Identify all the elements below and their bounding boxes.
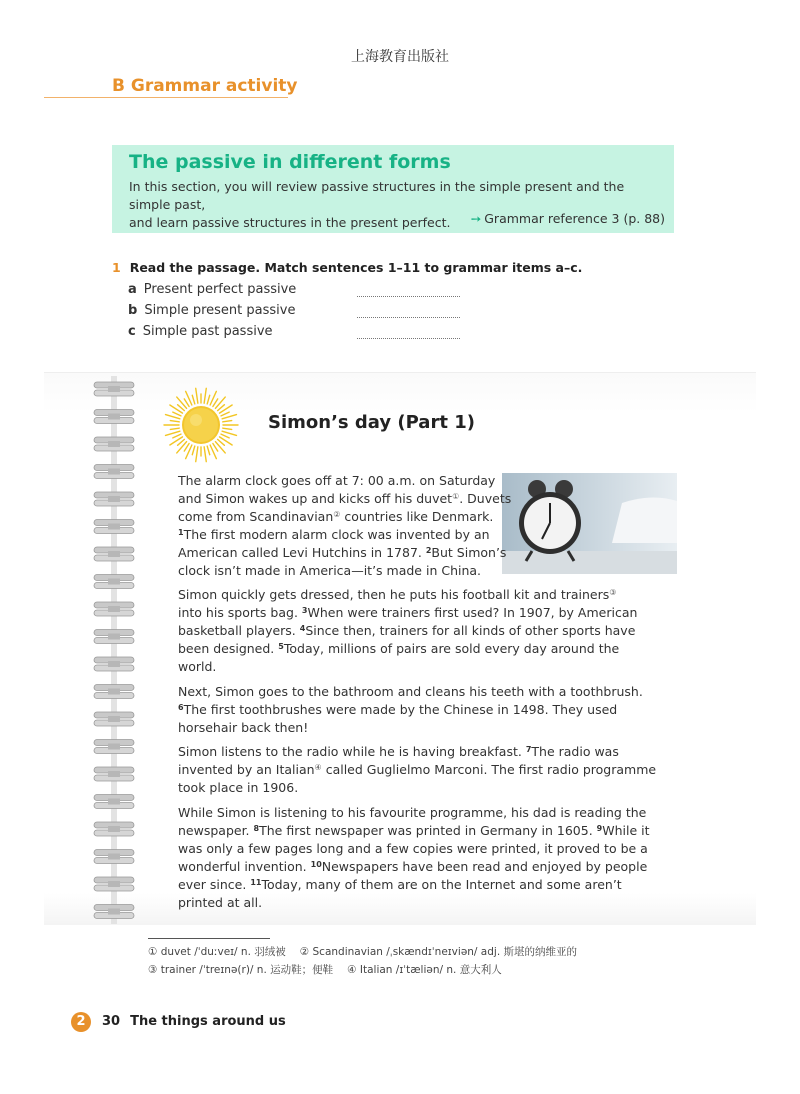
story-text: Newspapers have been read and enjoyed by people [321,859,648,874]
sentence-number: 9 [596,824,603,833]
grammar-box-line: In this section, you will review passive structures in the simple present and the simple past, [129,179,625,212]
story-text: been designed. [178,641,279,656]
answer-blank-c[interactable] [357,338,460,339]
sentence-number: 7 [525,745,532,754]
page-number: 30 [102,1014,121,1029]
grammar-reference-link[interactable] [471,211,665,226]
footnote-item: ① duvet /ˈduːveɪ/ n. 羽绒被 [148,946,286,958]
story-paragraph-3 [178,683,643,737]
spiral-binding-icon [90,376,138,924]
story-text: printed at all. [178,895,263,910]
story-text: While it [602,823,650,838]
task-text: Read the passage. Match sentences 1–11 to grammar items a–c. [129,260,583,275]
sentence-number: 5 [278,642,284,651]
story-paragraph-2 [178,586,637,676]
footnote-item: ② Scandinavian /ˌskændɪˈneɪviən/ adj. 斯堪的纳维亚的 [299,946,577,958]
story-paragraph-4 [178,743,656,797]
list-item [128,324,273,339]
story-text: into his sports bag. [178,605,302,620]
item-text: Simple past passive [142,324,273,339]
story-text: called Guglielmo Marconi. The first radio programme [321,762,657,777]
footnote-item: ③ trainer /ˈtreɪnə(r)/ n. 运动鞋；便鞋 [148,964,334,976]
story-text: The first modern alarm clock was invented by an [183,527,490,542]
item-letter: c [128,324,136,339]
sentence-number: 1 [178,528,184,537]
item-text: Simple present passive [144,303,296,318]
story-text: took place in 1906. [178,780,299,795]
footnote-mark: ① [452,492,460,501]
sentence-number: 6 [178,703,184,712]
story-text: basketball players. [178,623,300,638]
footnote-divider [148,938,270,939]
sentence-number: 4 [299,624,306,633]
list-item [128,303,295,318]
answer-blank-b[interactable] [357,317,460,318]
story-text: The first toothbrushes were made by the Chinese in 1498. They used [183,702,618,717]
footnote-mark: ③ [609,588,617,597]
story-text: Since then, trainers for all kinds of other sports have [305,623,636,638]
section-title: B Grammar activity [112,76,298,96]
story-text: and Simon wakes up and kicks off his duvet [178,491,453,506]
story-text: world. [178,659,217,674]
page-footer [102,1014,296,1029]
story-text: The alarm clock goes off at 7: 00 a.m. on Saturday [178,473,496,488]
item-letter: b [128,303,138,318]
story-text: countries like Denmark. [340,509,494,524]
story-text: American called Levi Hutchins in 1787. [178,545,426,560]
grammar-box [112,145,674,233]
footnote-mark: ④ [314,763,322,772]
grammar-box-title: The passive in different forms [129,151,451,173]
item-text: Present perfect passive [143,282,297,297]
story-text: But Simon’s [431,545,507,560]
sentence-number: 10 [310,860,322,869]
task-number: 1 [112,260,121,275]
section-divider [44,97,288,98]
answer-blank-a[interactable] [357,296,460,297]
sun-icon [162,386,240,464]
footnote-mark: ② [333,510,341,519]
story-text: clock isn’t made in America—it’s made in China. [178,563,482,578]
story-text: ever since. [178,877,251,892]
task-instruction [112,260,582,275]
story-text: When were trainers first used? In 1907, by American [307,605,638,620]
arrow-right-icon: ➙ [470,211,482,226]
sentence-number: 11 [250,878,262,887]
list-item [128,282,296,297]
story-text: wonderful invention. [178,859,311,874]
sentence-number: 8 [253,824,260,833]
item-letter: a [128,282,137,297]
grammar-reference-text: Grammar reference 3 (p. 88) [484,211,665,226]
story-text: horsehair back then! [178,720,309,735]
story-text: come from Scandinavian [178,509,334,524]
sentence-number: 2 [425,546,432,555]
publisher-name: 上海教育出版社 [351,49,449,65]
story-text: The radio was [531,744,619,759]
grammar-box-line: and learn passive structures in the present perfect. [129,215,451,230]
story-text: Today, millions of pairs are sold every day around the [283,641,620,656]
story-text: While Simon is listening to his favourite programme, his dad is reading the [178,805,647,820]
sentence-number: 3 [301,606,308,615]
story-text: Next, Simon goes to the bathroom and cleans his teeth with a toothbrush. [178,684,643,699]
story-title: Simon’s day (Part 1) [268,412,475,433]
unit-title: The things around us [130,1014,286,1029]
story-text: was only a few pages long and a few copies were printed, it proved to be a [178,841,648,856]
story-text: newspaper. [178,823,254,838]
story-text: Simon listens to the radio while he is having breakfast. [178,744,526,759]
story-text: Simon quickly gets dressed, then he puts his football kit and trainers [178,587,610,602]
story-paragraph-1 [178,472,511,580]
story-text: invented by an Italian [178,762,315,777]
story-text: . Duvets [459,491,512,506]
alarm-clock-image [502,473,677,574]
footnote-line [148,962,516,977]
story-text: The first newspaper was printed in Germany in 1605. [259,823,597,838]
story-paragraph-5 [178,804,650,912]
story-text: Today, many of them are on the Internet and some aren’t [261,877,622,892]
footnote-item: ④ Italian /ɪˈtæliən/ n. 意大利人 [347,964,502,976]
unit-badge: 2 [71,1012,91,1032]
footnote-line [148,944,591,959]
